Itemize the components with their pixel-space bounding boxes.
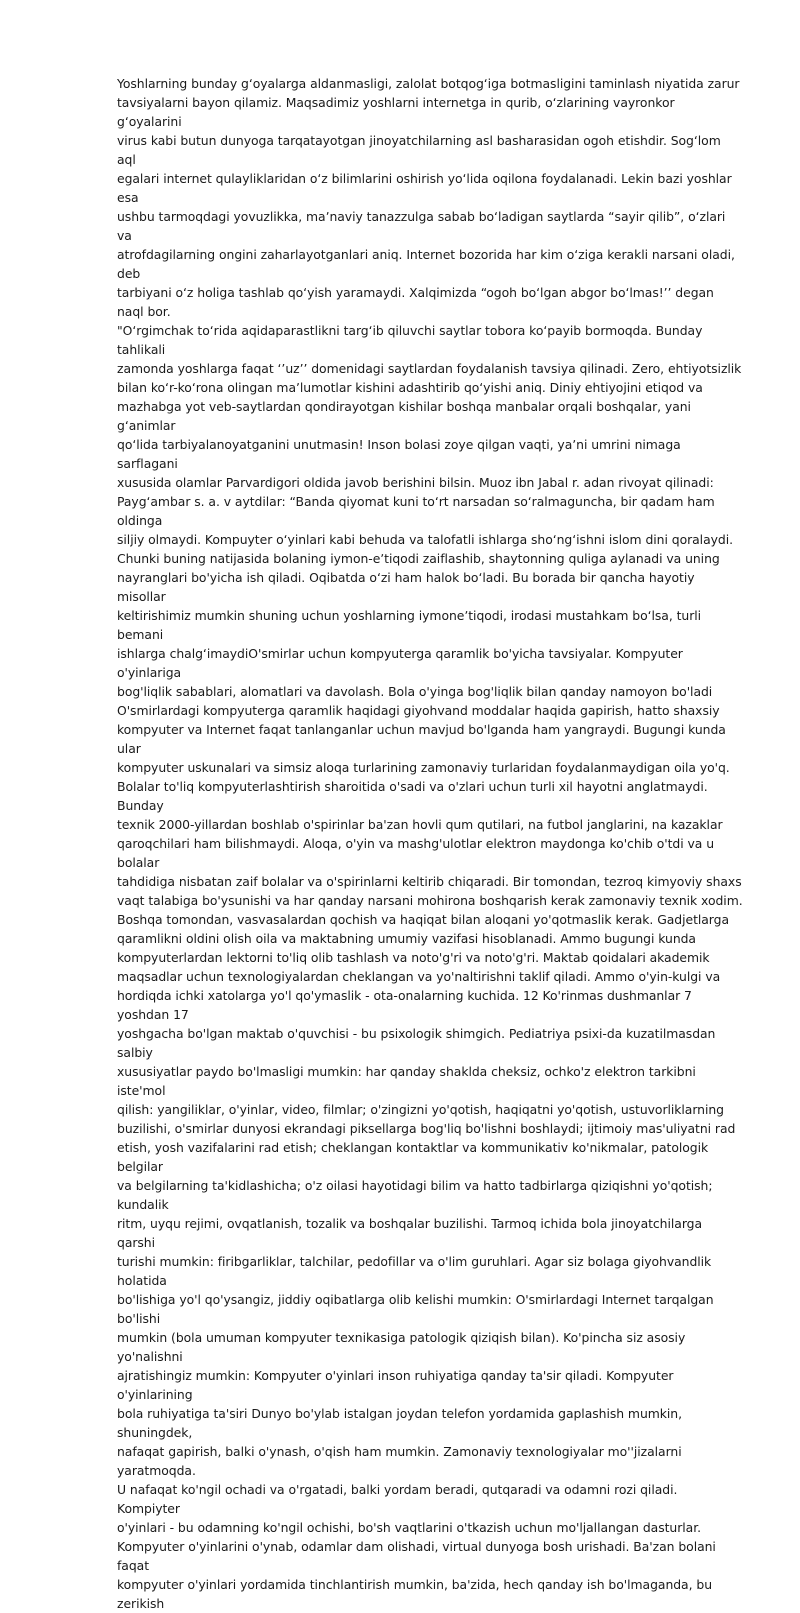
- body-text: Yoshlarning bunday gʻoyalarga aldanmasligi, zalolat botqogʻiga botmasligini taminlash niyatida zarur tavsiyalarni bayon qilamiz. Maqsadimiz yoshlarni internetga in qurib, oʻzlarining vayronkor gʻoyalarini virus kabi butun dunyoga tarqatayotgan jinoyatchilarning asl basharasidan ogoh etishdir. Sogʻlom aql egalari internet qulayliklaridan oʻz bilimlarini oshirish yoʻlida oqilona foydalanadi. Lekin bazi yoshlar esa ushbu tarmoqdagi yovuzlikka, maʼnaviy tanazzulga sabab boʻladigan saytlarda “sayir qilib”, oʻzlari va atrofdagilarning ongini zaharlayotganlari aniq. Internet bozorida har kim oʻziga kerakli narsani oladi, deb tarbiyani oʻz holiga tashlab qoʻyish yaramaydi. Xalqimizda “ogoh boʻlgan abgor boʻlmas!’’ degan naql bor. "Oʻrgimchak toʻrida aqidaparastlikni targʻib qiluvchi saytlar tobora koʻpayib bormoqda. Bunday tahlikali zamonda yoshlarga faqat ‘’uz’’ domenidagi saytlardan foydalanish tavsiya qilinadi. Zero, ehtiyotsizlik bilan koʻr-koʻrona olingan maʼlumotlar kishini adashtirib qoʻyishi aniq. Diniy ehtiyojini etiqod va mazhabga yot veb-saytlardan qondirayotgan kishilar boshqa manbalar orqali boshqalar, yani gʻanimlar qoʻlida tarbiyalanoyatganini unutmasin! Inson bolasi zoye qilgan vaqti, yaʼni umrini nimaga sarflagani xususida olamlar Parvardigori oldida javob berishini bilsin. Muoz ibn Jabal r. adan rivoyat qilinadi: Paygʻambar s. a. v aytdilar: “Banda qiyomat kuni toʻrt narsadan soʻralmaguncha, bir qadam ham oldinga siljiy olmaydi. Kompuyter oʻyinlari kabi behuda va talofatli ishlarga shoʻngʻishni islom dini qoralaydi. Chunki buning natijasida bolaning iymon-eʼtiqodi zaiflashib, shaytonning quliga aylanadi va uning nayranglari bo'yicha ish qiladi. Oqibatda oʻzi ham halok boʻladi. Bu borada bir qancha hayotiy misollar keltirishimiz mumkin shuning uchun yoshlarning iymoneʼtiqodi, irodasi mustahkam boʻlsa, turli bemani ishlarga chalgʻimaydiO'smirlar uchun kompyuterga qaramlik bo'yicha tavsiyalar. Kompyuter o'yinlariga bog'liqlik sabablari, alomatlari va davolash. Bola o'yinga bog'liqlik bilan qanday namoyon bo'ladi O'smirlardagi kompyuterga qaramlik haqidagi giyohvand moddalar haqida gapirish, hatto shaxsiy kompyuter va Internet faqat tanlanganlar uchun mavjud bo'lganda ham yangraydi. Bugungi kunda ular kompyuter uskunalari va simsiz aloqa turlarining zamonaviy turlaridan foydalanmaydigan oila yo'q. Bolalar to'liq kompyuterlashtirish sharoitida o'sadi va o'zlari uchun turli xil hayotni anglatmaydi. Bunday texnik 2000-yillardan boshlab o'spirinlar ba'zan hovli qum qutilari, na futbol janglarini, na kazaklar qaroqchilari ham bilishmaydi. Aloqa, o'yin va mashg'ulotlar elektron maydonga ko'chib o'tdi va u bolalar tahdidiga nisbatan zaif bolalar va o'spirinlarni keltirib chiqaradi. Bir tomondan, tezroq kimyoviy shaxs vaqt talabiga bo'ysunishi va har qanday narsani mohirona boshqarish kerak zamonaviy texnik xodim. Boshqa tomondan, vasvasalardan qochish va haqiqat bilan aloqani yo'qotmaslik kerak. Gadjetlarga qaramlikni oldini olish oila va maktabning umumiy vazifasi hisoblanadi. Ammo bugungi kunda kompyuterlardan lektorni to'liq olib tashlash va noto'g'ri va noto'g'ri. Maktab qoidalari akademik maqsadlar uchun texnologiyalardan cheklangan va yo'naltirishni taklif qiladi. Ammo o'yin-kulgi va hordiqda ichki xatolarga yo'l qo'ymaslik - ota-onalarning kuchida. 12 Ko'rinmas dushmanlar 7 yoshdan 17 yoshgacha bo'lgan maktab o'quvchisi - bu psixologik shimgich. Pediatriya psixi-da kuzatilmasdan salbiy xususiyatlar paydo bo'lmasligi mumkin: har qanday shaklda cheksiz, ochko'z elektron tarkibni iste'mol qilish: yangiliklar, o'yinlar, video, filmlar; o'zingizni yo'qotish, haqiqatni yo'qotish, ustuvorliklarning buzilishi, o'smirlar dunyosi ekrandagi piksellarga bog'liq bo'lishni boshlaydi; ijtimoiy mas'uliyatni rad etish, yosh vazifalarini rad etish; cheklangan kontaktlar va kommunikativ ko'nikmalar, patologik belgilar va belgilarning ta'kidlashicha; o'z oilasi hayotidagi bilim va hatto tadbirlarga qiziqishni yo'qotish; kundalik ritm, uyqu rejimi, ovqatlanish, tozalik va boshqalar buzilishi. Tarmoq ichida bola jinoyatchilarga qarshi turishi mumkin: firibgarliklar, talchilar, pedofillar va o'lim guruhlari. Agar siz bolaga giyohvandlik holatida bo'lishiga yo'l qo'ysangiz, jiddiy oqibatlarga olib kelishi mumkin: O'smirlardagi Internet tarqalgan bo'lishi mumkin (bola umuman kompyuter texnikasiga patologik qiziqish bilan). Ko'pincha siz asosiy yo'nalishni ajratishingiz mumkin: Kompyuter o'yinlari inson ruhiyatiga qanday ta'sir qiladi. Kompyuter o'yinlarining bola ruhiyatiga ta'siri Dunyo bo'ylab istalgan joydan telefon yordamida gaplashish mumkin, shuningdek, nafaqat gapirish, balki o'ynash, o'qish ham mumkin. Zamonaviy texnologiyalar mo''jizalarni yaratmoqda. U nafaqat ko'ngil ochadi va o'rgatadi, balki yordam beradi, qutqaradi va odamni rozi qiladi. Kompiyter o'yinlari - bu odamning ko'ngil ochishi, bo'sh vaqtlarini o'tkazish uchun mo'ljallangan dasturlar. Kompyuter o'yinlarini o'ynab, odamlar dam olishadi, virtual dunyoga bosh urishadi. Ba'zan bolani faqat kompyuter o'yinlari yordamida tinchlantirish mumkin, ba'zida, hech qanday ish bo'lmaganda, bu zerikish: [117, 76, 743, 1611]
- document-page: [117, 74, 743, 1613]
